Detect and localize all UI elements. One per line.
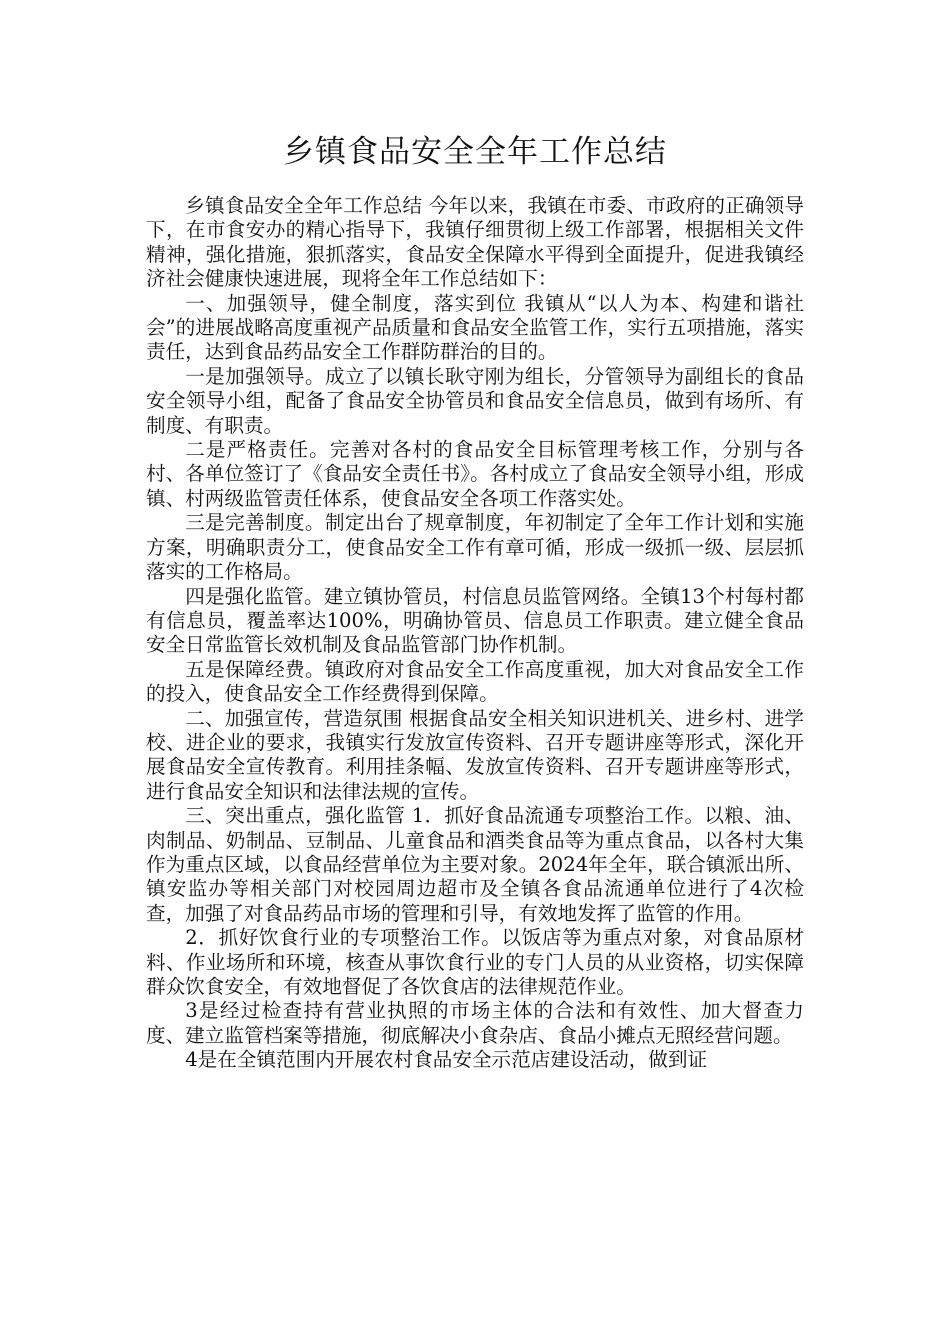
- paragraph-section-3: 三、突出重点，强化监管 1．抓好食品流通专项整治工作。以粮、油、肉制品、奶制品、豆制品、儿童食品和酒类食品等为重点食品，以各村大集作为重点区域，以食品经营单位为主要对象。2024年全年，联合镇派出所、镇安监办等相关部门对校园周边超市及全镇各食品流通单位进行了4次检查，加强了对食品药品市场的管理和引导，有效地发挥了监管的作用。: [146, 804, 804, 925]
- paragraph-item-3: 3是经过检查持有营业执照的市场主体的合法和有效性、加大督查力度、建立监管档案等措施，彻底解决小食杂店、食品小摊点无照经营问题。: [146, 999, 804, 1047]
- paragraph-intro: 乡镇食品安全全年工作总结 今年以来，我镇在市委、市政府的正确领导下，在市食安办的精心指导下，我镇仔细贯彻上级工作部署，根据相关文件精神，强化措施，狠抓落实，食品安全保障水平得到全面提升，促进我镇经济社会健康快速进展，现将全年工作总结如下：: [146, 194, 804, 291]
- document-body: [146, 194, 804, 1073]
- paragraph-item-4: 4是在全镇范围内开展农村食品安全示范店建设活动，做到证: [185, 1048, 708, 1072]
- paragraph-section-1: 一、加强领导，健全制度，落实到位 我镇从“以人为本、构建和谐社会”的进展战略高度重视产品质量和食品安全监管工作，实行五项措施，落实责任，达到食品药品安全工作群防群治的目的。: [146, 291, 804, 364]
- paragraph-measure-3: 三是完善制度。制定出台了规章制度，年初制定了全年工作计划和实施方案，明确职责分工，使食品安全工作有章可循，形成一级抓一级、层层抓落实的工作格局。: [146, 511, 804, 584]
- paragraph-section-2: 二、加强宣传，营造氛围 根据食品安全相关知识进机关、进乡村、进学校、进企业的要求，我镇实行发放宣传资料、召开专题讲座等形式，深化开展食品安全宣传教育。利用挂条幅、发放宣传资料、召开专题讲座等形式，进行食品安全知识和法律法规的宣传。: [146, 706, 804, 803]
- paragraph-measure-4: 四是强化监管。建立镇协管员，村信息员监管网络。全镇13个村每村都有信息员，覆盖率达100%，明确协管员、信息员工作职责。建立健全食品安全日常监管长效机制及食品监管部门协作机制。: [146, 584, 804, 657]
- document-title: 乡镇食品安全全年工作总结: [283, 134, 667, 170]
- paragraph-measure-2: 二是严格责任。完善对各村的食品安全目标管理考核工作，分别与各村、各单位签订了《食品安全责任书》。各村成立了食品安全领导小组，形成镇、村两级监管责任体系，使食品安全各项工作落实处。: [146, 438, 804, 510]
- document-page: [146, 0, 804, 1073]
- paragraph-measure-5: 五是保障经费。镇政府对食品安全工作高度重视，加大对食品安全工作的投入，使食品安全工作经费得到保障。: [146, 657, 804, 706]
- paragraph-item-2: 2．抓好饮食行业的专项整治工作。以饭店等为重点对象，对食品原材料、作业场所和环境，核查从事饮食行业的专门人员的从业资格，切实保障群众饮食安全，有效地督促了各饮食店的法律规范作业。: [146, 926, 804, 998]
- paragraph-measure-1: 一是加强领导。成立了以镇长耿守刚为组长，分管领导为副组长的食品安全领导小组，配备了食品安全协管员和食品安全信息员，做到有场所、有制度、有职责。: [146, 364, 804, 437]
